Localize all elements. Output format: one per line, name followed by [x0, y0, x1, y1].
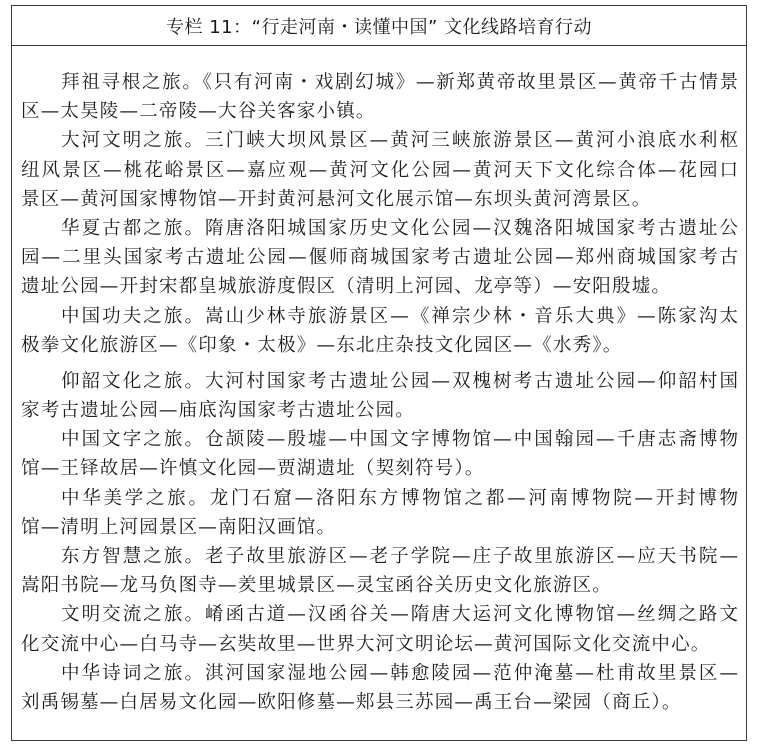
route-line: 馆—王铎故居—许慎文化园—贾湖遗址（契刻符号）。 [21, 458, 485, 480]
route-line: 东方智慧之旅。老子故里旅游区—老子学院—庄子故里旅游区—应天书院— [61, 546, 738, 567]
route-line: 中国文字之旅。仓颉陵—殷墟—中国文字博物馆—中国翰园—千唐志斋博物 [61, 429, 738, 451]
route-paragraph-wenzi [21, 425, 738, 483]
route-line: 园—二里头国家考古遗址公园—偃师商城国家考古遗址公园—郑州商城国家考古 [21, 247, 738, 269]
route-line: 景区—黄河国家博物馆—开封黄河悬河文化展示馆—东坝头黄河湾景区。 [21, 188, 652, 210]
route-line: 家考古遗址公园—庙底沟国家考古遗址公园。 [21, 400, 416, 422]
route-line: 文明交流之旅。崤函古道—汉函谷关—隋唐大运河文化博物馆—丝绸之路文 [61, 604, 738, 626]
route-line: 中国功夫之旅。嵩山少林寺旅游景区—《禅宗少林・音乐大典》—陈家沟太 [61, 305, 738, 327]
route-paragraph-meixue [21, 484, 738, 542]
route-line: 中华诗词之旅。淇河国家湿地公园—韩愈陵园—范仲淹墓—杜甫故里景区— [61, 662, 738, 684]
route-line: 大河文明之旅。三门峡大坝风景区—黄河三峡旅游景区—黄河小浪底水利枢 [61, 130, 738, 152]
route-paragraph-yangshao [21, 367, 738, 425]
route-paragraph-shici [21, 659, 738, 717]
route-paragraph-zhihui [21, 542, 738, 600]
box-body [21, 68, 738, 717]
feature-box [11, 5, 747, 741]
route-line: 嵩阳书院—龙马负图寺—羑里城景区—灵宝函谷关历史文化旅游区。 [21, 575, 613, 597]
route-paragraph-dahe [21, 126, 738, 214]
route-line: 纽风景区—桃花峪景区—嘉应观—黄河文化公园—黄河天下文化综合体—花园口 [21, 159, 738, 181]
route-paragraph-gongfu [21, 302, 738, 360]
route-paragraph-baizu [21, 68, 738, 126]
route-line: 华夏古都之旅。隋唐洛阳城国家历史文化公园—汉魏洛阳城国家考古遗址公 [61, 217, 738, 239]
route-paragraph-huaxia [21, 214, 738, 302]
box-title: 专栏 11：“行走河南・读懂中国” 文化线路培育行动 [166, 16, 592, 38]
route-line: 拜祖寻根之旅。《只有河南・戏剧幻城》—新郑黄帝故里景区—黄帝千古情景 [61, 72, 738, 93]
route-line: 中华美学之旅。龙门石窟—洛阳东方博物馆之都—河南博物院—开封博物 [61, 487, 738, 509]
route-line: 刘禹锡墓—白居易文化园—欧阳修墓—郏县三苏园—禹王台—梁园（商丘）。 [21, 691, 682, 713]
route-line: 馆—清明上河园景区—南阳汉画馆。 [21, 516, 337, 538]
route-line: 仰韶文化之旅。大河村国家考古遗址公园—双槐树考古遗址公园—仰韶村国 [61, 370, 738, 392]
route-line: 遗址公园—开封宋都皇城旅游度假区（清明上河园、龙亭等）—安阳殷墟。 [21, 276, 672, 298]
route-line: 极拳文化旅游区—《印象・太极》—东北庄杂技文化园区—《水秀》。 [21, 334, 623, 356]
route-line: 化交流中心—白马寺—玄奘故里—世界大河文明论坛—黄河国际文化交流中心。 [21, 633, 711, 655]
route-paragraph-jiaoliu [21, 600, 738, 658]
route-line: 区—太昊陵—二帝陵—大谷关客家小镇。 [21, 101, 376, 123]
box-header [12, 6, 746, 46]
